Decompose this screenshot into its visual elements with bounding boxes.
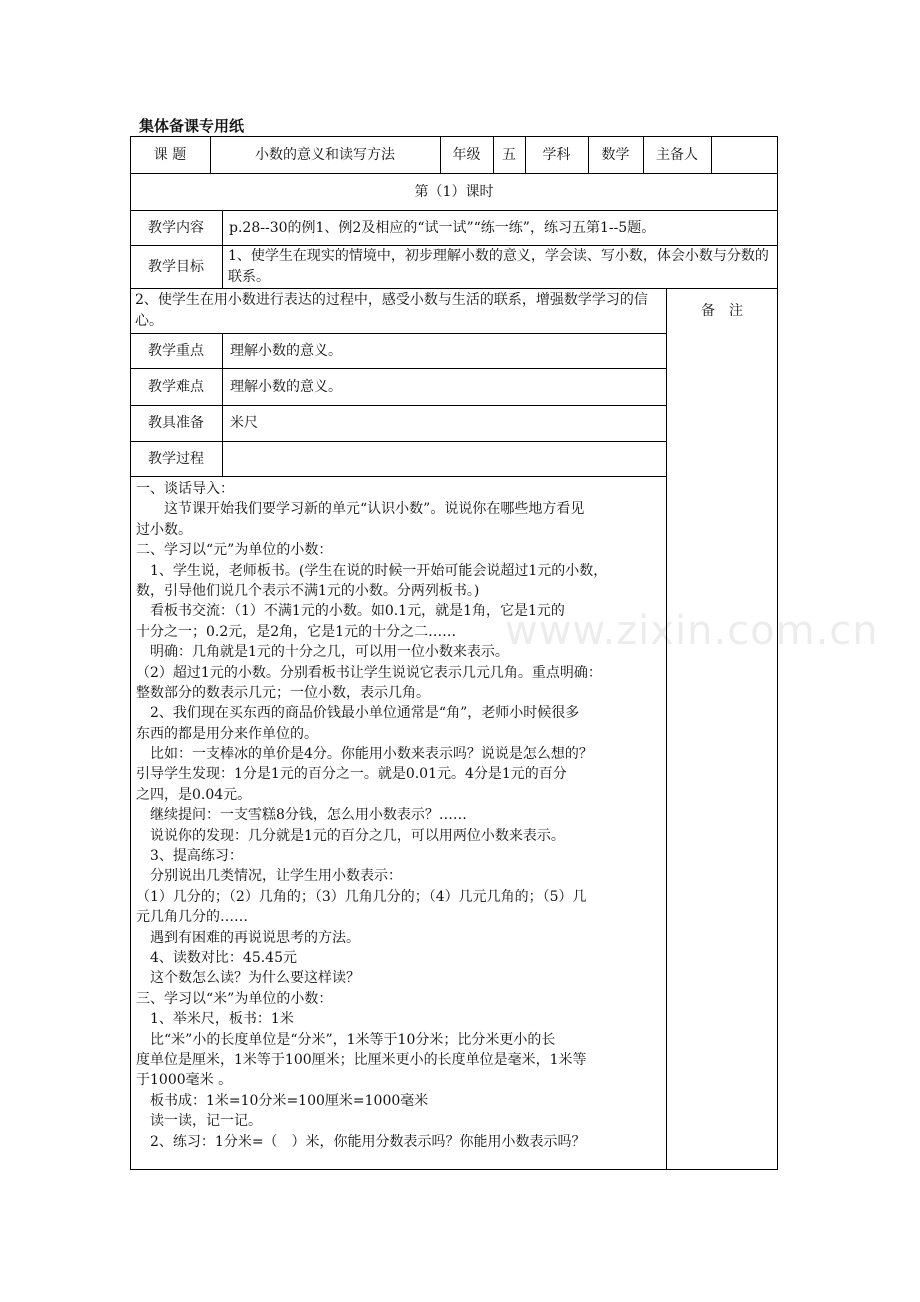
- difficulties-value: 理解小数的意义。: [230, 378, 342, 395]
- tools-value: 米尺: [230, 415, 258, 431]
- process-line: 1、学生说，老师板书。(学生在说的时候一开始可能会说超过1元的小数，: [136, 562, 608, 579]
- col-divider: [666, 288, 667, 1170]
- process-line: （1）几分的；（2）几角的；（3）几角几分的；（4）几元几角的；（5）几: [136, 888, 587, 905]
- process-line: 看板书交流：（1）不满1元的小数。如0.1元，就是1角，它是1元的: [136, 603, 565, 620]
- process-value: [230, 441, 660, 476]
- process-line: 三、学习以“米”为单位的小数：: [136, 990, 333, 1007]
- lesson-number: 第（1）课时: [414, 183, 494, 200]
- process-label: 教学过程: [148, 450, 204, 467]
- process-line: 过小数。: [136, 521, 192, 538]
- tools-label: 教具准备: [148, 415, 204, 431]
- process-line: 度单位是厘米，1米等于100厘米；比厘米更小的长度单位是毫米，1米等: [136, 1051, 587, 1068]
- process-line: 说说你的发现：几分就是1元的百分之几，可以用两位小数来表示。: [136, 827, 565, 844]
- difficulties-label: 教学难点: [148, 378, 204, 395]
- subject-value: 数学: [601, 146, 630, 163]
- process-line: 1、举米尺，板书：1米: [136, 1011, 294, 1028]
- process-line: 2、练习：1分米=（ ）米，你能用分数表示吗？你能用小数表示吗？: [136, 1133, 586, 1150]
- goals-label: 教学目标: [148, 258, 204, 275]
- process-line: （2）超过1元的小数。分别看板书让学生说说它表示几元几角。重点明确：: [136, 664, 602, 681]
- key-points-label: 教学重点: [148, 342, 204, 359]
- process-line: 数，引导他们说几个表示不满1元的小数。分两列板书。): [136, 582, 480, 599]
- process-line: 继续提问：一支雪糕8分钱，怎么用小数表示？……: [136, 807, 467, 824]
- process-line: 元几角几分的……: [136, 909, 248, 926]
- process-body: [136, 479, 662, 1152]
- process-line: 4、读数对比：45.45元: [136, 949, 297, 966]
- process-line: 比“米”小的长度单位是“分米”，1米等于10分米；比分米更小的长: [136, 1031, 556, 1048]
- process-line: 二、学习以“元”为单位的小数：: [136, 542, 333, 559]
- topic-value: 小数的意义和读写方法: [255, 146, 395, 163]
- process-line: 分别说出几类情况，让学生用小数表示：: [136, 868, 402, 885]
- process-line: 引导学生发现：1分是1元的百分之一。就是0.01元。4分是1元的百分: [136, 766, 567, 783]
- process-line: 这节课开始我们要学习新的单元“认识小数”。说说你在哪些地方看见: [136, 501, 585, 518]
- preparer-value: [711, 136, 778, 173]
- process-line: 板书成：1米=10分米=100厘米=1000毫米: [136, 1092, 429, 1109]
- remarks-label: 备 注: [701, 302, 743, 319]
- page-title: 集体备课专用纸: [139, 117, 245, 135]
- row-divider: [130, 476, 666, 477]
- process-line: 2、我们现在买东西的商品价钱最小单位通常是“角”，老师小时候很多: [136, 705, 580, 722]
- preparer-label: 主备人: [656, 146, 698, 163]
- goals-value: 1、使学生在现实的情境中，初步理解小数的意义，学会读、写小数，体会小数与分数的联系。: [228, 248, 769, 285]
- process-line: 整数部分的数表示几元；一位小数，表示几角。: [136, 684, 430, 701]
- col-divider: [222, 210, 223, 288]
- topic-label: 课 题: [153, 146, 187, 163]
- process-line: 读一读，记一记。: [136, 1113, 262, 1130]
- process-line: 遇到有困难的再说说思考的方法。: [136, 929, 360, 946]
- content-value: p.28--30的例1、例2及相应的“试一试”“练一练”，练习五第1--5题。: [229, 219, 656, 236]
- process-line: 3、提高练习：: [136, 848, 243, 865]
- process-line: 一、谈话导入：: [136, 481, 234, 497]
- content-label: 教学内容: [148, 219, 204, 236]
- grade-value: 五: [502, 146, 516, 163]
- col-divider: [222, 333, 223, 476]
- subject-label: 学科: [542, 146, 571, 163]
- process-line: 东西的都是用分来作单位的。: [136, 725, 318, 742]
- grade-label: 年级: [452, 146, 481, 163]
- key-points-value: 理解小数的意义。: [230, 342, 342, 359]
- watermark: www.zixin.com.cn: [505, 608, 879, 654]
- process-line: 这个数怎么读？为什么要这样读？: [136, 970, 360, 987]
- process-line: 于1000毫米 。: [136, 1072, 233, 1089]
- process-line: 之四，是0.04元。: [136, 786, 252, 803]
- process-line: 十分之一；0.2元，是2角，它是1元的十分之二……: [136, 623, 457, 640]
- process-line: 比如：一支棒冰的单价是4分。你能用小数来表示吗？说说是怎么想的？: [136, 746, 593, 763]
- goals-value-2: 2、使学生在用小数进行表达的过程中，感受小数与生活的联系，增强数学学习的信心。: [135, 292, 648, 329]
- process-line: 明确：几角就是1元的十分之几，可以用一位小数来表示。: [136, 644, 509, 661]
